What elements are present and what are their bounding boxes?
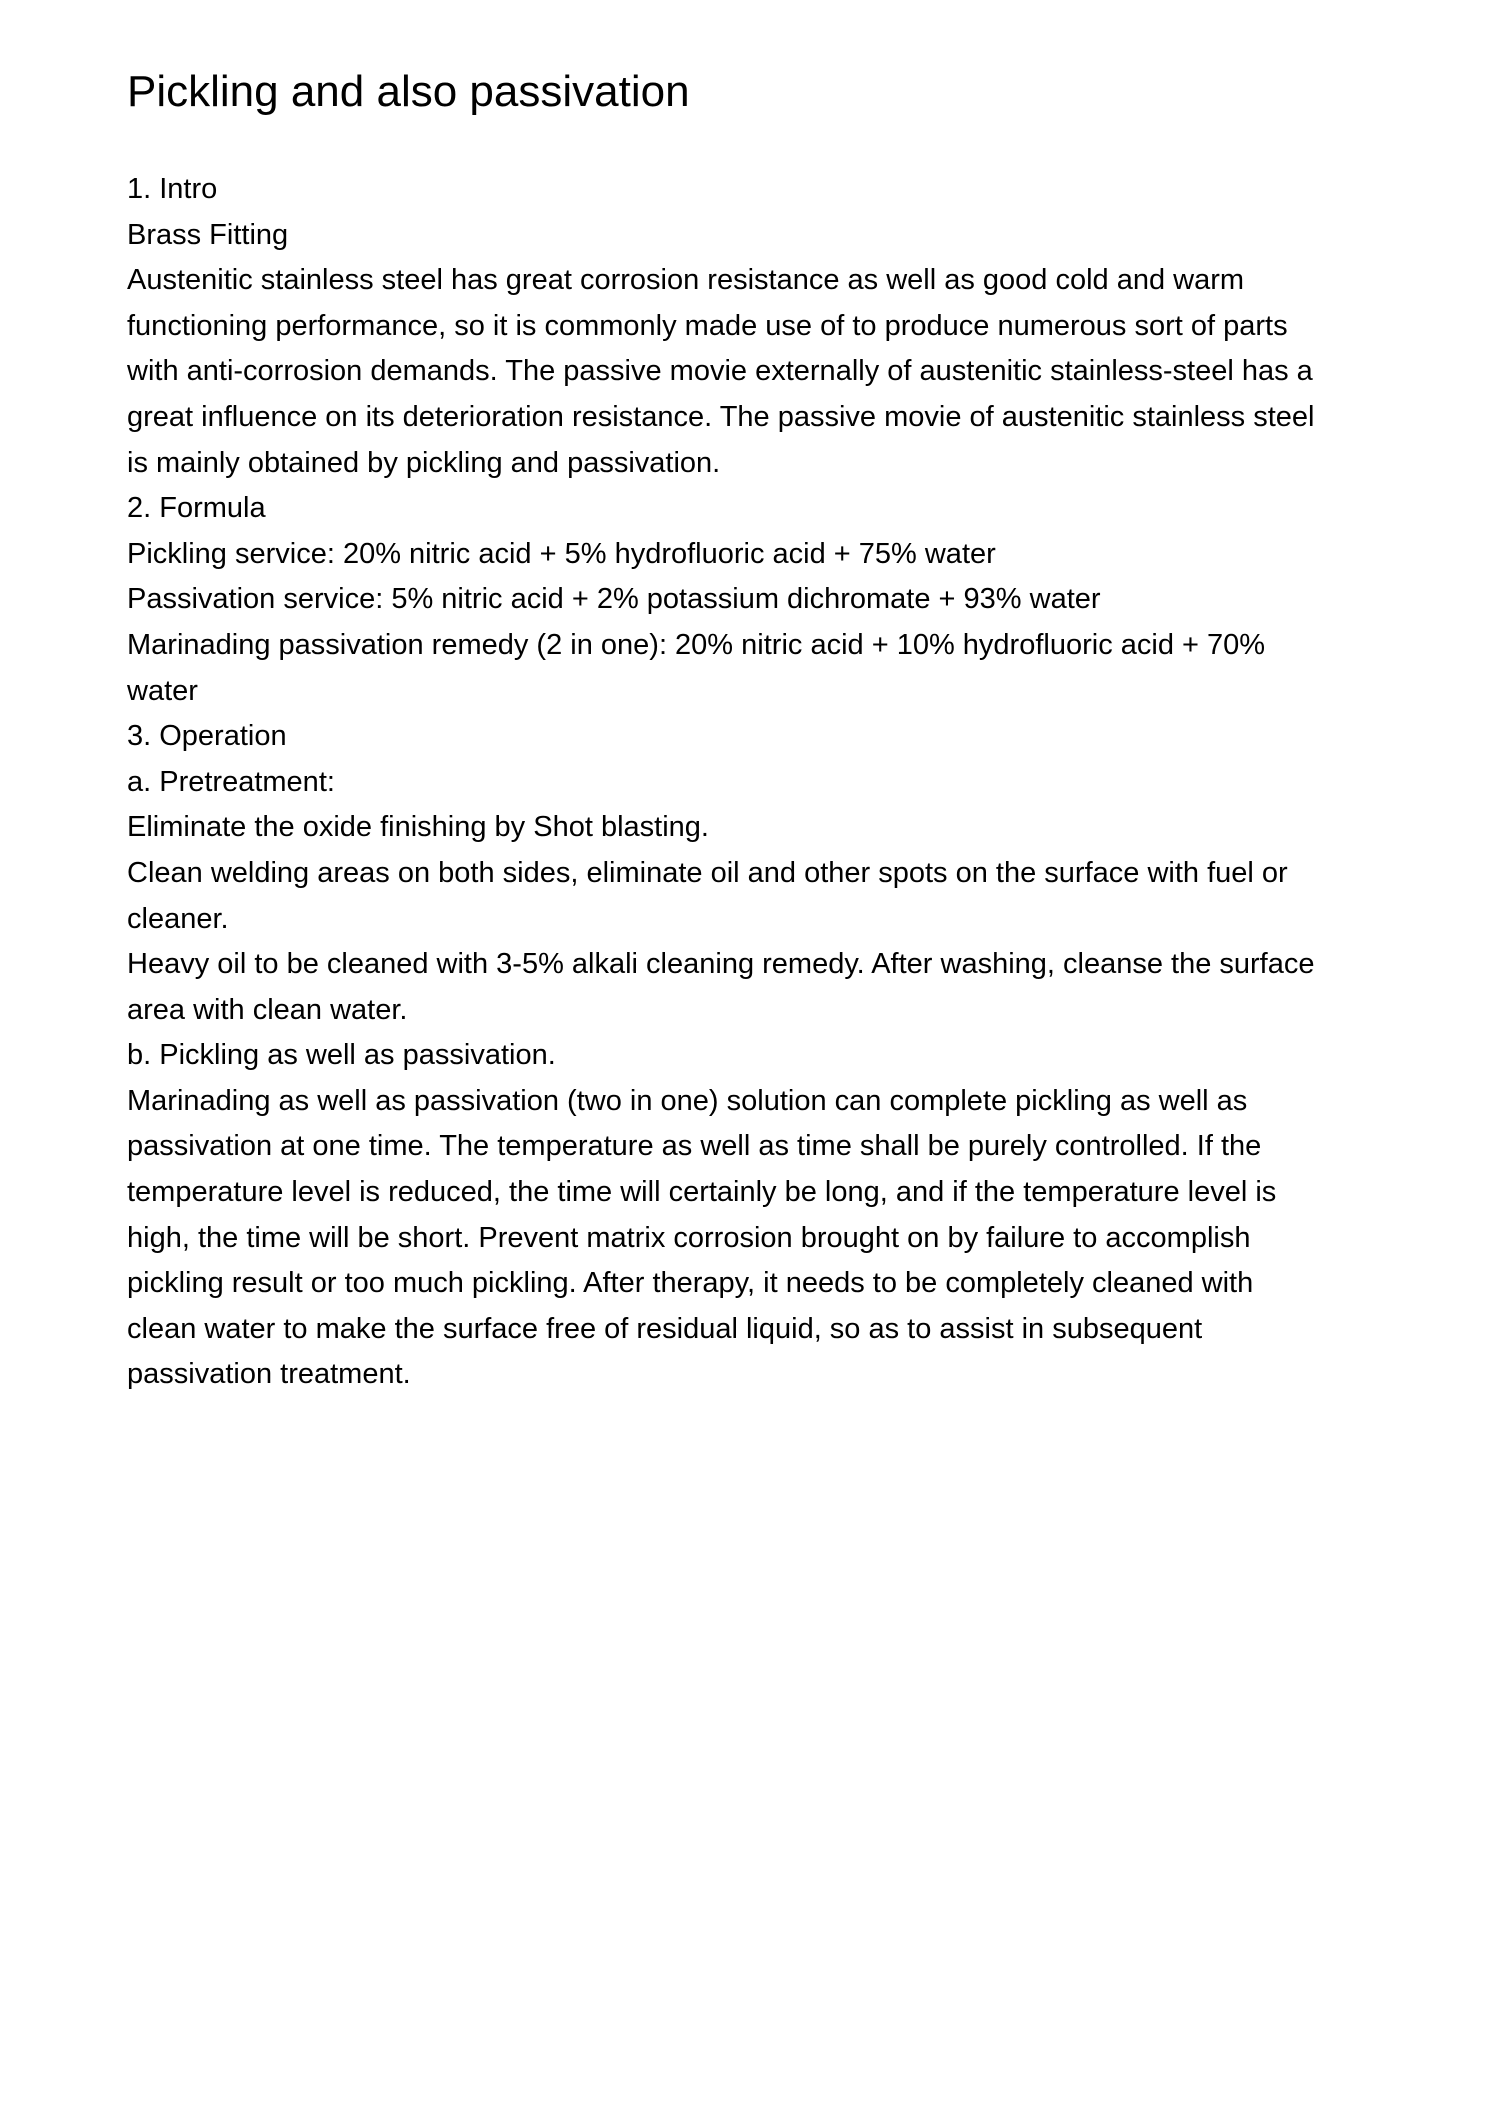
text-line: passivation at one time. The temperature as well as time shall be purely controlled. If the xyxy=(127,1130,1262,1163)
text-line: Pickling service: 20% nitric acid + 5% hydrofluoric acid + 75% water xyxy=(127,537,996,570)
text-line: 2. Formula xyxy=(127,492,266,525)
text-line: passivation treatment. xyxy=(127,1358,411,1391)
text-line: Eliminate the oxide finishing by Shot blasting. xyxy=(127,811,709,844)
text-line: Marinading passivation remedy (2 in one): 20% nitric acid + 10% hydrofluoric acid + 70% xyxy=(127,628,1266,661)
text-line: pickling result or too much pickling. After therapy, it needs to be completely cleaned with xyxy=(127,1267,1254,1300)
text-line: Brass Fitting xyxy=(127,218,289,251)
page-title: Pickling and also passivation xyxy=(127,67,690,116)
text-line: Clean welding areas on both sides, eliminate oil and other spots on the surface with fuel or xyxy=(127,856,1288,889)
text-line: great influence on its deterioration resistance. The passive movie of austenitic stainless steel xyxy=(127,400,1315,433)
text-line: b. Pickling as well as passivation. xyxy=(127,1039,556,1072)
text-line: temperature level is reduced, the time will certainly be long, and if the temperature level is xyxy=(127,1176,1277,1209)
text-line: clean water to make the surface free of residual liquid, so as to assist in subsequent xyxy=(127,1312,1203,1345)
text-line: is mainly obtained by pickling and passivation. xyxy=(127,446,721,479)
text-line: with anti-corrosion demands. The passive movie externally of austenitic stainless-steel has a xyxy=(127,355,1313,388)
text-line: functioning performance, so it is commonly made use of to produce numerous sort of parts xyxy=(127,309,1288,342)
text-line: cleaner. xyxy=(127,902,229,935)
text-line: area with clean water. xyxy=(127,993,408,1026)
text-line: high, the time will be short. Prevent matrix corrosion brought on by failure to accomplish xyxy=(127,1221,1251,1254)
text-line: Heavy oil to be cleaned with 3-5% alkali cleaning remedy. After washing, cleanse the surface xyxy=(127,948,1315,981)
text-line: Austenitic stainless steel has great corrosion resistance as well as good cold and warm xyxy=(127,264,1245,297)
text-line: 1. Intro xyxy=(127,173,218,205)
text-line: Marinading as well as passivation (two in one) solution can complete pickling as well as xyxy=(127,1084,1248,1117)
text-line: 3. Operation xyxy=(127,720,287,753)
text-line: Passivation service: 5% nitric acid + 2% potassium dichromate + 93% water xyxy=(127,583,1101,616)
document-body xyxy=(127,167,1427,1398)
text-line: a. Pretreatment: xyxy=(127,765,335,798)
text-line: water xyxy=(127,674,198,707)
